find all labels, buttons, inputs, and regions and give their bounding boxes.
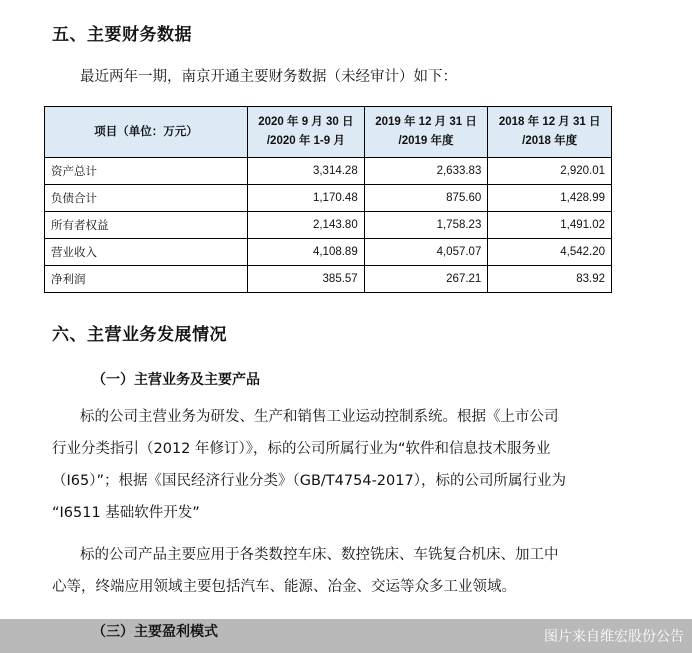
value-2019: 267.21: [364, 266, 488, 293]
paragraph-1-line-1: 标的公司主营业务为研发、生产和销售工业运动控制系统。根据《上市公司: [80, 409, 559, 425]
header-2020: 2020 年 9 月 30 日 /2020 年 1-9 月: [248, 107, 365, 158]
section-6-heading: 六、主营业务发展情况: [52, 325, 227, 345]
value-2020: 4,108.89: [248, 239, 365, 266]
value-2020: 2,143.80: [248, 212, 365, 239]
section-5-heading: 五、主要财务数据: [52, 25, 192, 45]
paragraph-2-line-2: 心等，终端应用领域主要包括汽车、能源、冶金、交运等众多工业领域。: [52, 579, 516, 595]
value-2020: 1,170.48: [248, 185, 365, 212]
subsection-1-heading: （一）主营业务及主要产品: [92, 372, 260, 388]
paragraph-2-line-1: 标的公司产品主要应用于各类数控车床、数控铣床、车铣复合机床、加工中: [80, 547, 559, 563]
value-2018: 2,920.01: [488, 158, 612, 185]
subsection-3-heading: （三）主要盈利模式: [92, 624, 218, 640]
table-row: [45, 185, 612, 212]
row-label: 营业收入: [45, 239, 248, 266]
value-2018: 4,542.20: [488, 239, 612, 266]
value-2019: 2,633.83: [364, 158, 488, 185]
row-label: 净利润: [45, 266, 248, 293]
table-row: [45, 158, 612, 185]
value-2020: 385.57: [248, 266, 365, 293]
value-2020: 3,314.28: [248, 158, 365, 185]
value-2019: 1,758.23: [364, 212, 488, 239]
value-2019: 4,057.07: [364, 239, 488, 266]
header-2018: 2018 年 12 月 31 日 /2018 年度: [488, 107, 612, 158]
row-label: 资产总计: [45, 158, 248, 185]
value-2018: 1,428.99: [488, 185, 612, 212]
table-row: [45, 266, 612, 293]
value-2018: 1,491.02: [488, 212, 612, 239]
value-2019: 875.60: [364, 185, 488, 212]
value-2018: 83.92: [488, 266, 612, 293]
header-2019: 2019 年 12 月 31 日 /2019 年度: [364, 107, 488, 158]
table-header-row: [45, 107, 612, 158]
section-5-intro: 最近两年一期，南京开通主要财务数据（未经审计）如下：: [80, 69, 457, 85]
header-item: 项目（单位：万元）: [45, 107, 248, 158]
source-watermark: 图片来自维宏股份公告: [544, 629, 684, 645]
row-label: 所有者权益: [45, 212, 248, 239]
table-row: [45, 239, 612, 266]
table-row: [45, 212, 612, 239]
paragraph-1-line-3: （I65）”；根据《国民经济行业分类》（GB/T4754-2017），标的公司所属行业为: [52, 473, 566, 489]
row-label: 负债合计: [45, 185, 248, 212]
paragraph-1-line-2: 行业分类指引（2012 年修订）》，标的公司所属行业为“软件和信息技术服务业: [52, 441, 551, 457]
paragraph-1-line-4: “I6511 基础软件开发”: [52, 505, 200, 521]
financial-data-table: [44, 106, 612, 293]
